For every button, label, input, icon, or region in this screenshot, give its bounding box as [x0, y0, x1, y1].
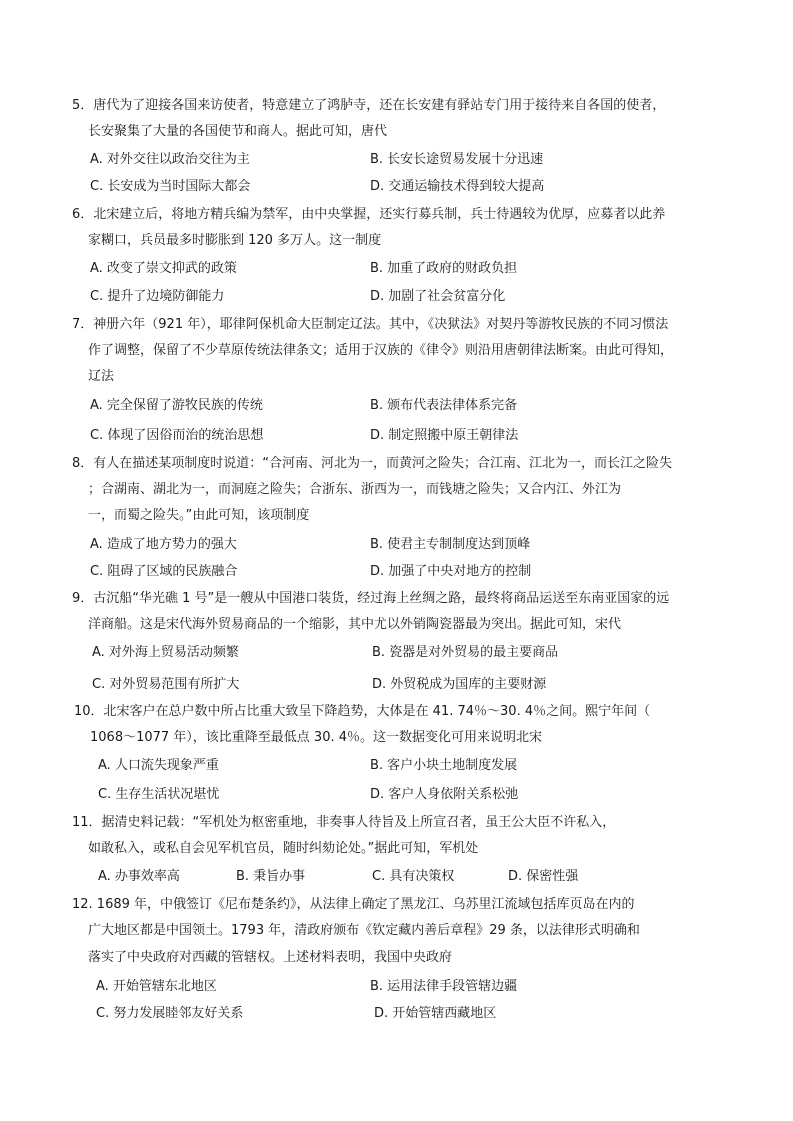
question-12-option-b: B. 运用法律手段管辖边疆 [370, 979, 518, 994]
question-6-option-a: A. 改变了崇文抑武的政策 [90, 261, 237, 276]
question-10-line-2: 1068～1077 年），该比重降至最低点 30. 4％。这一数据变化可用来说明北宋 [90, 730, 543, 745]
question-6-line-1: 6．北宋建立后，将地方精兵编为禁军，由中央掌握，还实行募兵制，兵士待遇较为优厚，应募者以此养 [72, 207, 666, 222]
question-6-option-c: C. 提升了边境防御能力 [90, 289, 225, 304]
question-8-option-c: C. 阻碍了区域的民族融合 [90, 564, 238, 579]
question-6-line-2: 家糊口，兵员最多时膨胀到 120 多万人。这一制度 [88, 233, 382, 248]
question-11-line-2: 如敢私入，或私自会见军机官员，随时纠劾论处。”据此可知，军机处 [88, 841, 479, 856]
question-5-line-2: 长安聚集了大量的各国使节和商人。据此可知，唐代 [88, 124, 388, 139]
question-8-option-b: B. 使君主专制制度达到顶峰 [370, 537, 531, 552]
question-7-option-d: D. 制定照搬中原王朝律法 [370, 428, 519, 443]
question-11-option-c: C. 具有决策权 [372, 869, 455, 884]
question-7-line-2: 作了调整，保留了不少草原传统法律条文；适用于汉族的《律令》则沿用唐朝律法断案。由此可得知， [88, 343, 674, 358]
question-7-line-1: 7．神册六年（921 年），耶律阿保机命大臣制定辽法。其中，《决狱法》对契丹等游牧民族的不同习惯法 [72, 317, 669, 332]
question-5-option-c: C. 长安成为当时国际大都会 [90, 179, 251, 194]
question-10-line-1: 10．北宋客户在总户数中所占比重大致呈下降趋势，大体是在 41. 74％～30. 4％之间。熙宁年间（ [74, 704, 651, 719]
question-7-option-c: C. 体现了因俗而治的统治思想 [90, 428, 264, 443]
question-8-line-1: 8．有人在描述某项制度时说道：“合河南、河北为一，而黄河之险失；合江南、江北为一，而长江之险失 [72, 456, 673, 471]
question-10-option-d: D. 客户人身依附关系松弛 [370, 787, 519, 802]
question-10-option-c: C. 生存生活状况堪忧 [98, 787, 220, 802]
question-7-line-3: 辽法 [88, 369, 115, 384]
question-12-option-d: D. 开始管辖西藏地区 [374, 1006, 497, 1021]
question-11-option-a: A. 办事效率高 [98, 869, 180, 884]
question-10-option-a: A. 人口流失现象严重 [98, 758, 219, 773]
question-6-option-d: D. 加剧了社会贫富分化 [370, 289, 506, 304]
question-11-option-b: B. 秉旨办事 [236, 869, 306, 884]
question-9-option-c: C. 对外贸易范围有所扩大 [92, 677, 240, 692]
question-5-line-1: 5．唐代为了迎接各国来访使者，特意建立了鸿胪寺，还在长安建有驿站专门用于接待来自各国的使者， [72, 98, 666, 113]
question-12-line-2: 广大地区都是中国领土。1793 年，清政府颁布《钦定藏内善后章程》29 条，以法律形式明确和 [88, 923, 640, 938]
question-11-line-1: 11．据清史料记载：“军机处为枢密重地，非奏事人待旨及上所宣召者，虽王公大臣不许私入， [72, 815, 616, 830]
question-9-option-d: D. 外贸税成为国库的主要财源 [372, 677, 547, 692]
question-7-option-b: B. 颁布代表法律体系完备 [370, 398, 518, 413]
question-9-line-2: 洋商船。这是宋代海外贸易商品的一个缩影，其中尤以外销陶瓷器最为突出。据此可知，宋代 [88, 617, 622, 632]
question-5-option-b: B. 长安长途贸易发展十分迅速 [370, 152, 544, 167]
question-8-line-3: 一，而蜀之险失。”由此可知，该项制度 [88, 508, 310, 523]
question-12-option-c: C. 努力发展睦邻友好关系 [96, 1006, 244, 1021]
question-9-option-a: A. 对外海上贸易活动频繁 [92, 645, 239, 660]
question-5-option-d: D. 交通运输技术得到较大提高 [370, 179, 545, 194]
question-8-line-2: ；合湖南、湖北为一，而洞庭之险失；合浙东、浙西为一，而钱塘之险失；又合内江、外江为 [88, 482, 622, 497]
question-9-option-b: B. 瓷器是对外贸易的最主要商品 [372, 645, 559, 660]
question-12-option-a: A. 开始管辖东北地区 [96, 979, 217, 994]
question-5-option-a: A. 对外交往以政治交往为主 [90, 152, 250, 167]
question-6-option-b: B. 加重了政府的财政负担 [370, 261, 518, 276]
question-12-line-1: 12. 1689 年，中俄签订《尼布楚条约》，从法律上确定了黑龙江、乌苏里江流域包括库页岛在内的 [72, 897, 635, 912]
question-7-option-a: A. 完全保留了游牧民族的传统 [90, 398, 263, 413]
question-10-option-b: B. 客户小块土地制度发展 [370, 758, 518, 773]
question-12-line-3: 落实了中央政府对西藏的管辖权。上述材料表明，我国中央政府 [88, 950, 453, 965]
question-8-option-a: A. 造成了地方势力的强大 [90, 537, 237, 552]
question-9-line-1: 9．古沉船“华光礁 1 号”是一艘从中国港口装货，经过海上丝绸之路，最终将商品运送至东南亚国家的远 [72, 591, 670, 606]
question-8-option-d: D. 加强了中央对地方的控制 [370, 564, 532, 579]
question-11-option-d: D. 保密性强 [508, 869, 579, 884]
